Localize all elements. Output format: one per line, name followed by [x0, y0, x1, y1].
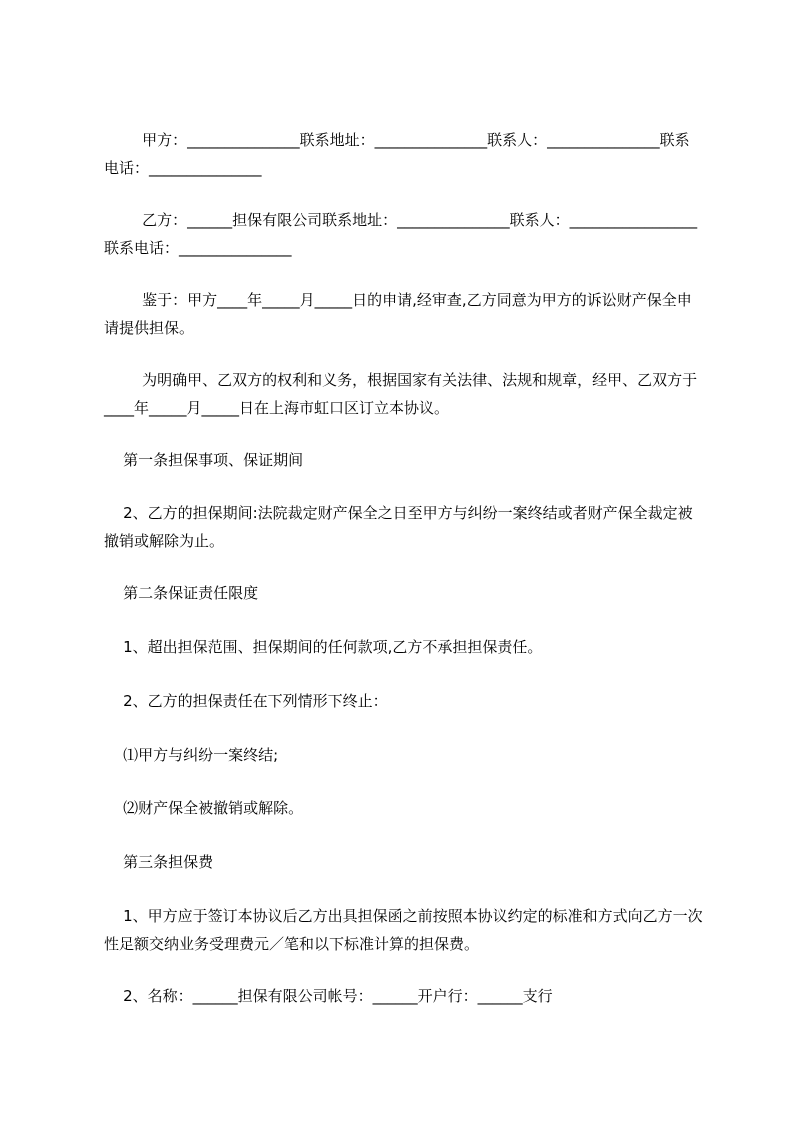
article-1-heading: 第一条担保事项、保证期间 — [104, 451, 304, 469]
party-b-info: 乙方：______担保有限公司联系地址：_______________联系人：_________________联系电话：_______________ — [104, 211, 698, 257]
whereas-clause: 鉴于：甲方____年_____月_____日的申请,经审查,乙方同意为甲方的诉讼财产保全申请提供担保。 — [104, 291, 692, 337]
article-2-heading: 第二条保证责任限度 — [104, 584, 259, 602]
purpose-clause: 为明确甲、乙双方的权利和义务，根据国家有关法律、法规和规章，经甲、乙双方于____年_____月_____日在上海市虹口区订立本协议。 — [104, 371, 698, 417]
article-2-subitem-1: ⑴甲方与纠纷一案终结; — [104, 746, 279, 764]
article-2-item-2: 2、乙方的担保责任在下列情形下终止： — [104, 692, 388, 710]
article-3-item-2: 2、名称：______担保有限公司帐号：______开户行：______支行 — [104, 987, 553, 1005]
article-3-item-1: 1、甲方应于签订本协议后乙方出具担保函之前按照本协议约定的标准和方式向乙方一次性足额交纳业务受理费元／笔和以下标准计算的担保费。 — [104, 907, 703, 953]
party-a-info: 甲方：_______________联系地址：_______________联系人：_______________联系电话：_______________ — [104, 131, 690, 177]
article-2-subitem-2: ⑵财产保全被撤销或解除。 — [104, 799, 304, 817]
article-2-item-1: 1、超出担保范围、担保期间的任何款项,乙方不承担担保责任。 — [104, 638, 543, 656]
article-1-item-2: 2、乙方的担保期间:法院裁定财产保全之日至甲方与纠纷一案终结或者财产保全裁定被撤销或解除为止。 — [104, 504, 693, 550]
article-3-heading: 第三条担保费 — [104, 853, 214, 871]
